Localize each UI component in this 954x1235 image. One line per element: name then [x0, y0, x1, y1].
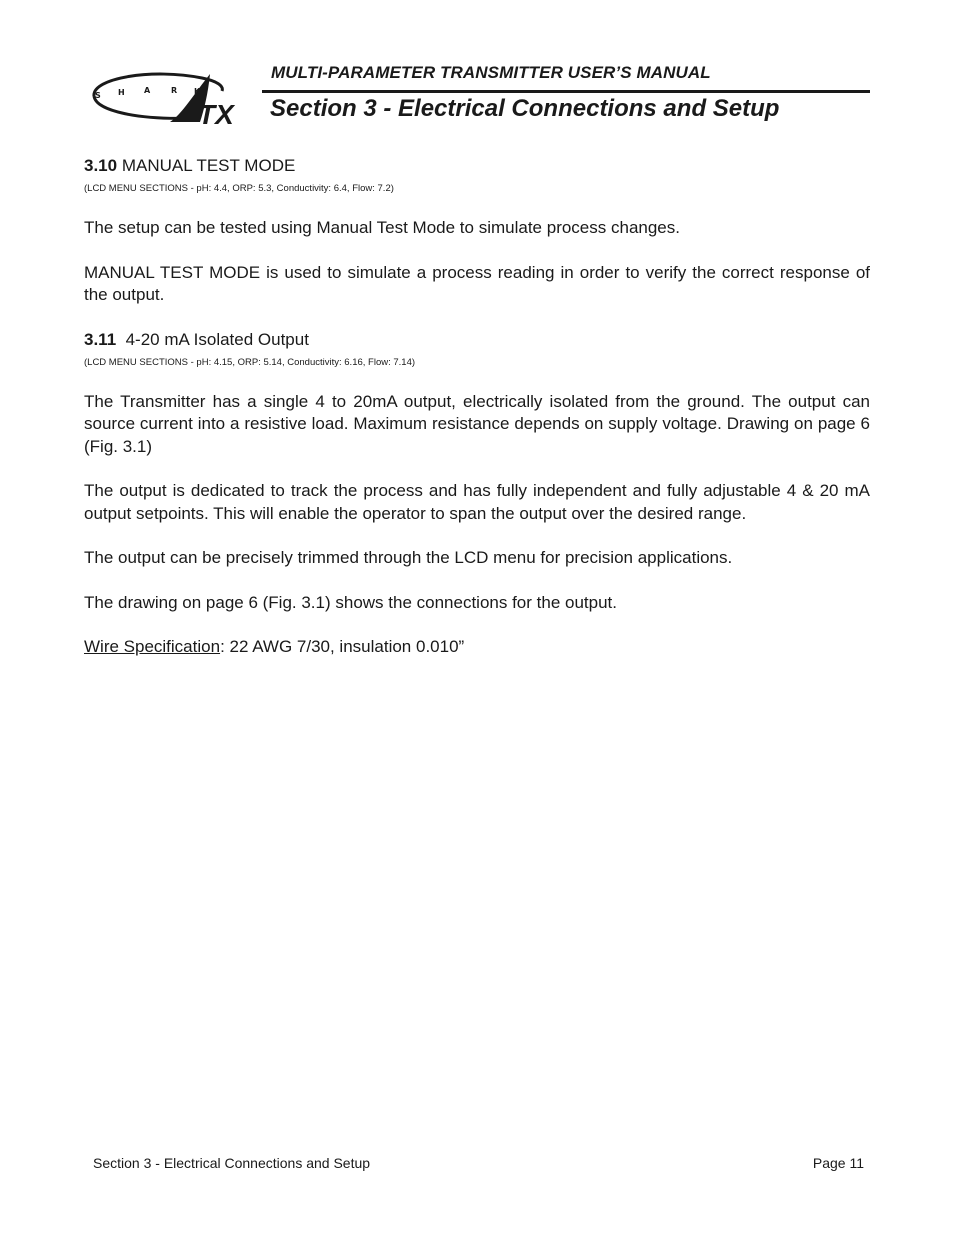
- page-content: [84, 155, 870, 659]
- lcd-menu-reference: (LCD MENU SECTIONS - pH: 4.15, ORP: 5.14, Conductivity: 6.16, Flow: 7.14): [84, 356, 416, 368]
- page-number: Page 11: [812, 1155, 864, 1171]
- section-heading-title: MANUAL TEST MODE: [117, 156, 296, 175]
- paragraph: The output can be precisely trimmed through the LCD menu for precision applications.: [84, 548, 733, 567]
- logo-tx: TX: [198, 99, 234, 126]
- paragraph: The setup can be tested using Manual Test Mode to simulate process changes.: [84, 218, 680, 237]
- header-divider: [262, 90, 870, 93]
- logo-letter-a: A: [144, 86, 151, 95]
- section-3-10-heading: [84, 155, 870, 177]
- section-title: Section 3 - Electrical Connections and Setup: [270, 95, 780, 122]
- section-heading-title: 4-20 mA Isolated Output: [116, 329, 309, 349]
- logo-letter-h: H: [118, 88, 125, 97]
- wire-spec-label: Wire Specification: [84, 637, 221, 656]
- logo-letter-r: R: [171, 86, 178, 95]
- footer-section-title: Section 3 - Electrical Connections and Setup: [93, 1155, 371, 1171]
- section-number: 3.10: [84, 156, 118, 175]
- lcd-menu-reference: (LCD MENU SECTIONS - pH: 4.4, ORP: 5.3, Conductivity: 6.4, Flow: 7.2): [84, 183, 394, 194]
- paragraph: The Transmitter has a single 4 to 20mA output, electrically isolated from the ground. The output can source current into a resistive load. Maximum resistance depends on supply voltage. Drawing on page 6 (Fig. 3.1): [84, 391, 870, 456]
- paragraph: The drawing on page 6 (Fig. 3.1) shows the connections for the output.: [84, 592, 617, 612]
- logo-letter-k: K: [194, 87, 201, 96]
- section-3-11-heading: [84, 329, 870, 351]
- shark-tx-logo: [82, 64, 262, 126]
- logo-letter-s: S: [95, 91, 101, 100]
- manual-title: MULTI-PARAMETER TRANSMITTER USER’S MANUAL: [271, 63, 711, 82]
- wire-spec-value: : 22 AWG 7/30, insulation 0.010”: [220, 637, 465, 656]
- section-number: 3.11: [84, 329, 117, 349]
- wire-specification: [84, 636, 870, 659]
- paragraph: MANUAL TEST MODE is used to simulate a process reading in order to verify the correct response of the output.: [84, 262, 870, 304]
- paragraph: The output is dedicated to track the process and has fully independent and fully adjustable 4 & 20 mA output setpoints. This will enable the operator to span the output over the desired range.: [84, 481, 870, 523]
